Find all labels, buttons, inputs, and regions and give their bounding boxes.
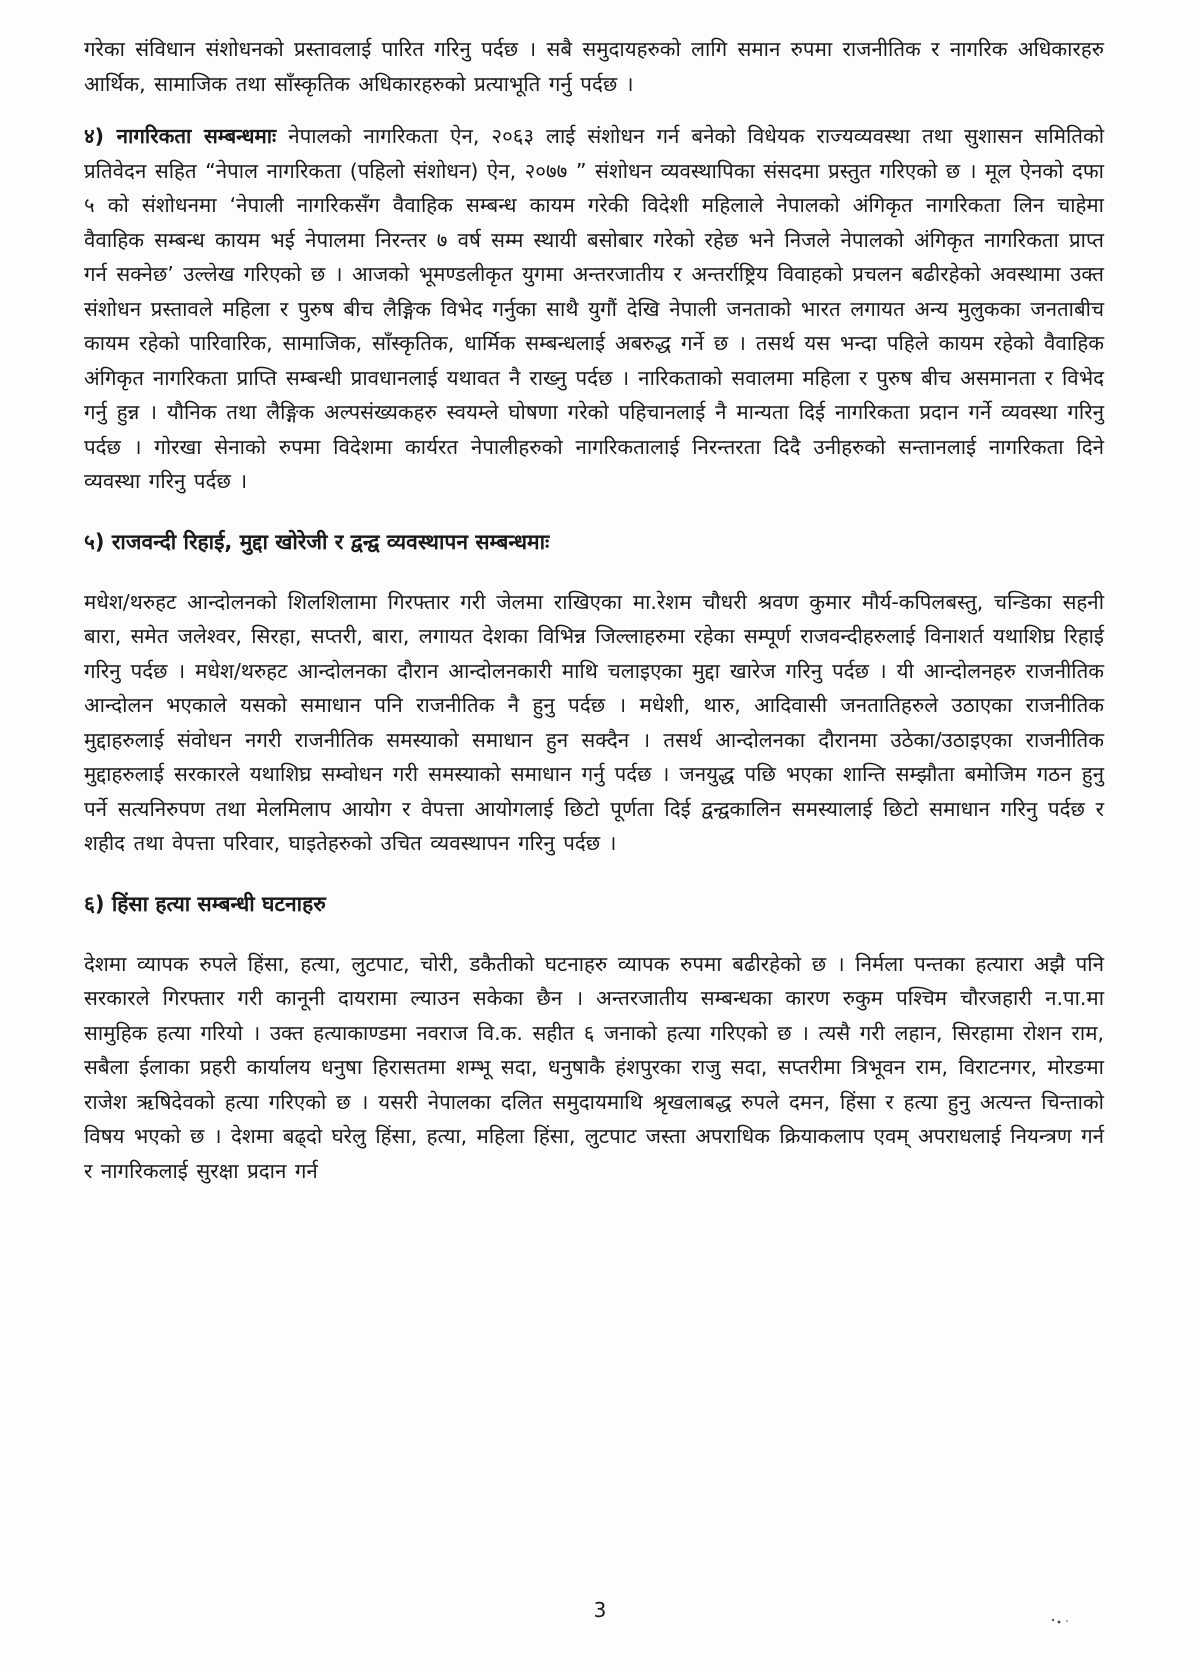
section-5-body: मधेश/थरुहट आन्दोलनको शिलशिलामा गिरफ्तार गरी जेलमा राखिएका मा.रेशम चौधरी श्रवण कुमार मौर्य-कपिलबस्तु, चन्डिका सहनी बारा, समेत जलेश्वर, सिरहा, सप्तरी, बारा, लगायत देशका विभिन्न जिल्लाहरुमा रहेका सम्पूर्ण राजवन्दीहरुलाई विनाशर्त यथाशिघ्र रिहाई गरिनु पर्दछ । मधेश/थरुहट आन्दोलनका दौरान आन्दोलनकारी माथि चलाइएका मुद्दा खारेज गरिनु पर्दछ । यी आन्दोलनहरु राजनीतिक आन्दोलन भएकाले यसको समाधान पनि राजनीतिक नै हुनु पर्दछ । मधेशी, थारु, आदिवासी जनतातिहरुले उठाएका राजनीतिक मुद्दाहरुलाई संवोधन नगरी राजनीतिक समस्याको समाधान हुन सक्दैन । तसर्थ आन्दोलनका दौरानमा उठेका/उठाइएका राजनीतिक मुद्दाहरुलाई सरकारले यथाशिघ्र सम्वोधन गरी समस्याको समाधान गर्नु पर्दछ । जनयुद्ध पछि भएका शान्ति सम्झौता बमोजिम गठन हुनु पर्ने सत्यनिरुपण तथा मेलमिलाप आयोग र वेपत्ता आयोगलाई छिटो पूर्णता दिई द्वन्द्वकालिन समस्यालाई छिटो समाधान गरिनु पर्दछ र शहीद तथा वेपत्ता परिवार, घाइतेहरुको उचित व्यवस्थापन गरिनु पर्दछ । — [84, 589, 1104, 855]
scan-speck-marks — [1045, 1610, 1085, 1626]
section-5-heading: ५) राजवन्दी रिहाई, मुद्दा खोरेजी र द्वन्द्व व्यवस्थापन सम्बन्धमाः — [84, 529, 550, 554]
page-number: 3 — [593, 1598, 607, 1622]
intro-paragraph: गरेका संविधान संशोधनको प्रस्तावलाई पारित गरिनु पर्दछ । सबै समुदायहरुको लागि समान रुपमा राजनीतिक र नागरिक अधिकारहरु आर्थिक, सामाजिक तथा साँस्कृतिक अधिकारहरुको प्रत्याभूति गर्नु पर्दछ । — [84, 37, 1104, 96]
section-4-paragraph — [84, 119, 1104, 499]
section-6-body: देशमा व्यापक रुपले हिंसा, हत्या, लुटपाट, चोरी, डकैतीको घटनाहरु व्यापक रुपमा बढीरहेको छ । निर्मला पन्तका हत्यारा अझै पनि सरकारले गिरफ्तार गरी कानूनी दायरामा ल्याउन सकेका छैन । अन्तरजातीय सम्बन्धका कारण रुकुम पश्चिम चौरजहारी न.पा.मा सामुहिक हत्या गरियो । उक्त हत्याकाण्डमा नवराज वि.क. सहीत ६ जनाको हत्या गरिएको छ । त्यसै गरी लहान, सिरहामा रोशन राम, सबैला ईलाका प्रहरी कार्यालय धनुषा हिरासतमा शम्भू सदा, धनुषाकै हंशपुरका राजु सदा, सप्तरीमा त्रिभूवन राम, विराटनगर, मोरङमा राजेश ऋषिदेवको हत्या गरिएको छ । यसरी नेपालका दलित समुदायमाथि श्रृखलाबद्ध रुपले दमन, हिंसा र हत्या हुनु अत्यन्त चिन्ताको विषय भएको छ । देशमा बढ्दो घरेलु हिंसा, हत्या, महिला हिंसा, लुटपाट जस्ता अपराधिक क्रियाकलाप एवम् अपराधलाई नियन्त्रण गर्न र नागरिकलाई सुरक्षा प्रदान गर्न — [84, 951, 1104, 1183]
section-6-heading: ६) हिंसा हत्या सम्बन्धी घटनाहरु — [84, 891, 326, 916]
section-4-body: नेपालको नागरिकता ऐन, २०६३ लाई संशोधन गर्न बनेको विधेयक राज्यव्यवस्था तथा सुशासन समितिको प्रतिवेदन सहित “नेपाल नागरिकता (पहिलो संशोधन) ऐन, २०७७ ” संशोधन व्यवस्थापिका संसदमा प्रस्तुत गरिएको छ । मूल ऐनको दफा ५ को संशोधनमा ‘नेपाली नागरिकसँग वैवाहिक सम्बन्ध कायम गरेकी विदेशी महिलाले नेपालको अंगिकृत नागरिकता लिन चाहेमा वैवाहिक सम्बन्ध कायम भई नेपालमा निरन्तर ७ वर्ष सम्म स्थायी बसोबार गरेको रहेछ भने निजले नेपालको अंगिकृत नागरिकता प्राप्त गर्न सक्नेछ’ उल्लेख गरिएको छ । आजको भूमण्डलीकृत युगमा अन्तरजातीय र अन्तर्राष्ट्रिय विवाहको प्रचलन बढीरहेको अवस्थामा उक्त संशोधन प्रस्तावले महिला र पुरुष बीच लैङ्गिक विभेद गर्नुका साथै युगौं देखि नेपाली जनताको भारत लगायत अन्य मुलुकका जनताबीच कायम रहेको पारिवारिक, सामाजिक, साँस्कृतिक, धार्मिक सम्बन्धलाई अबरुद्ध गर्ने छ । तसर्थ यस भन्दा पहिले कायम रहेको वैवाहिक अंगिकृत नागरिकता प्राप्ति सम्बन्धी प्रावधानलाई यथावत नै राख्नु पर्दछ । नारिकताको सवालमा महिला र पुरुष बीच असमानता र विभेद गर्नु हुन्न । यौनिक तथा लैङ्गिक अल्पसंख्यकहरु स्वयम्ले घोषणा गरेको पहिचानलाई नै मान्यता दिई नागरिकता प्रदान गर्ने व्यवस्था गरिनु पर्दछ । गोरखा सेनाको रुपमा विदेशमा कार्यरत नेपालीहरुको नागरिकतालाई निरन्तरता दिदै उनीहरुको सन्तानलाई नागरिकता दिने व्यवस्था गरिनु पर्दछ । — [84, 124, 1105, 493]
section-4-heading: ४) नागरिकता सम्बन्धमाः — [84, 124, 277, 148]
document-body — [84, 32, 1104, 1188]
